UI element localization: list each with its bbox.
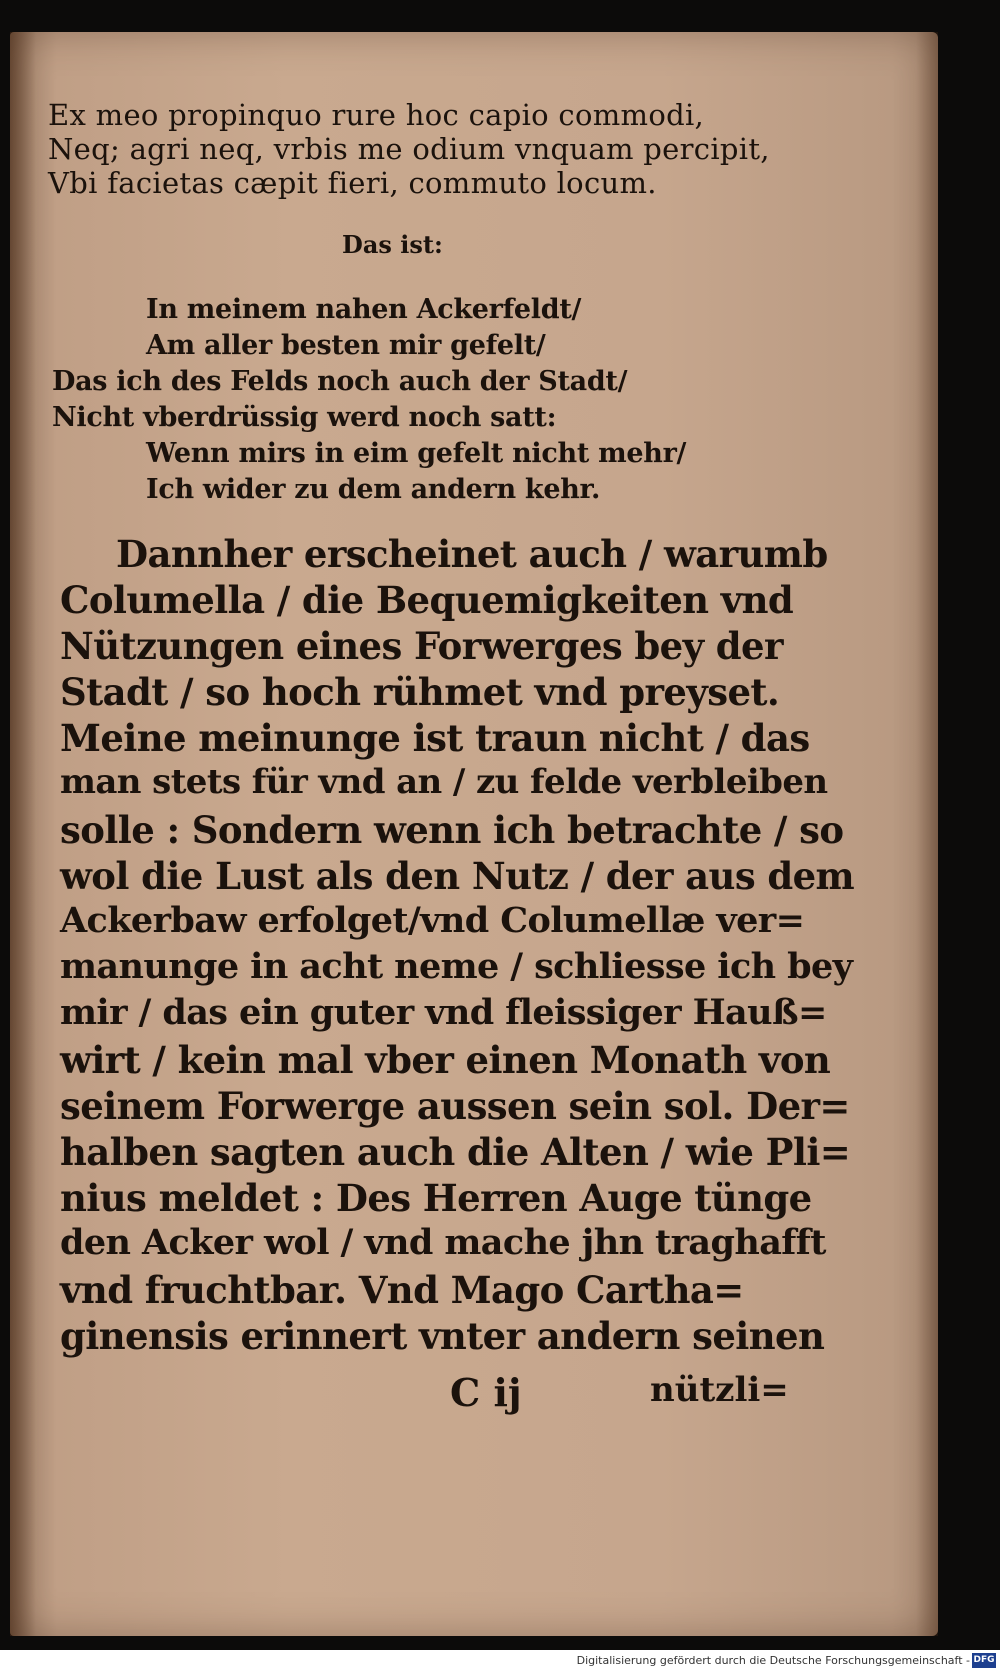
- prose-line-11: mir / das ein guter vnd fleissiger Hauß=: [60, 992, 827, 1033]
- signature-mark: C ij: [450, 1370, 522, 1415]
- prose-line-5: Meine meinunge ist traun nicht / das: [60, 716, 810, 760]
- prose-line-8: wol die Lust als den Nutz / der aus dem: [60, 854, 855, 898]
- prose-line-9: Ackerbaw erfolget/vnd Columellæ ver=: [60, 900, 805, 941]
- prose-line-17: vnd fruchtbar. Vnd Mago Cartha=: [60, 1268, 744, 1312]
- latin-line-1: Ex meo propinquo rure hoc capio commodi,: [48, 98, 705, 132]
- prose-line-6: man stets für vnd an / zu felde verbleiben: [60, 762, 828, 802]
- dfg-logo: DFG: [972, 1653, 996, 1668]
- verse-line-3: Das ich des Felds noch auch der Stadt/: [52, 366, 628, 397]
- digitization-footer: [0, 1650, 1000, 1673]
- prose-line-14: halben sagten auch die Alten / wie Pli=: [60, 1130, 851, 1174]
- verse-line-1: In meinem nahen Ackerfeldt/: [146, 294, 582, 325]
- footer-credit: Digitalisierung gefördert durch die Deutsche Forschungsgemeinschaft -: [576, 1654, 970, 1667]
- prose-line-10: manunge in acht neme / schliesse ich bey: [60, 946, 853, 987]
- catchword: nützli=: [650, 1370, 789, 1410]
- prose-line-15: nius meldet : Des Herren Auge tünge: [60, 1176, 812, 1220]
- verse-line-5: Wenn mirs in eim gefelt nicht mehr/: [146, 438, 687, 469]
- prose-line-7: solle : Sondern wenn ich betrachte / so: [60, 808, 844, 852]
- prose-line-1: Dannher erscheinet auch / warumb: [116, 532, 828, 576]
- latin-line-2: Neq; agri neq, vrbis me odium vnquam percipit,: [48, 132, 770, 166]
- verse-line-6: Ich wider zu dem andern kehr.: [146, 474, 601, 505]
- section-heading: Das ist:: [342, 230, 443, 259]
- prose-line-16: den Acker wol / vnd mache jhn traghafft: [60, 1222, 826, 1263]
- book-page: [10, 32, 938, 1636]
- verse-line-2: Am aller besten mir gefelt/: [146, 330, 546, 361]
- prose-line-2: Columella / die Bequemigkeiten vnd: [60, 578, 794, 622]
- verse-line-4: Nicht vberdrüssig werd noch satt:: [52, 402, 557, 433]
- prose-line-13: seinem Forwerge aussen sein sol. Der=: [60, 1084, 850, 1128]
- latin-line-3: Vbi facietas cæpit fieri, commuto locum.: [48, 166, 657, 200]
- prose-line-18: ginensis erinnert vnter andern seinen: [60, 1314, 825, 1358]
- prose-line-4: Stadt / so hoch rühmet vnd preyset.: [60, 670, 780, 714]
- prose-line-3: Nützungen eines Forwerges bey der: [60, 624, 783, 668]
- prose-line-12: wirt / kein mal vber einen Monath von: [60, 1038, 831, 1082]
